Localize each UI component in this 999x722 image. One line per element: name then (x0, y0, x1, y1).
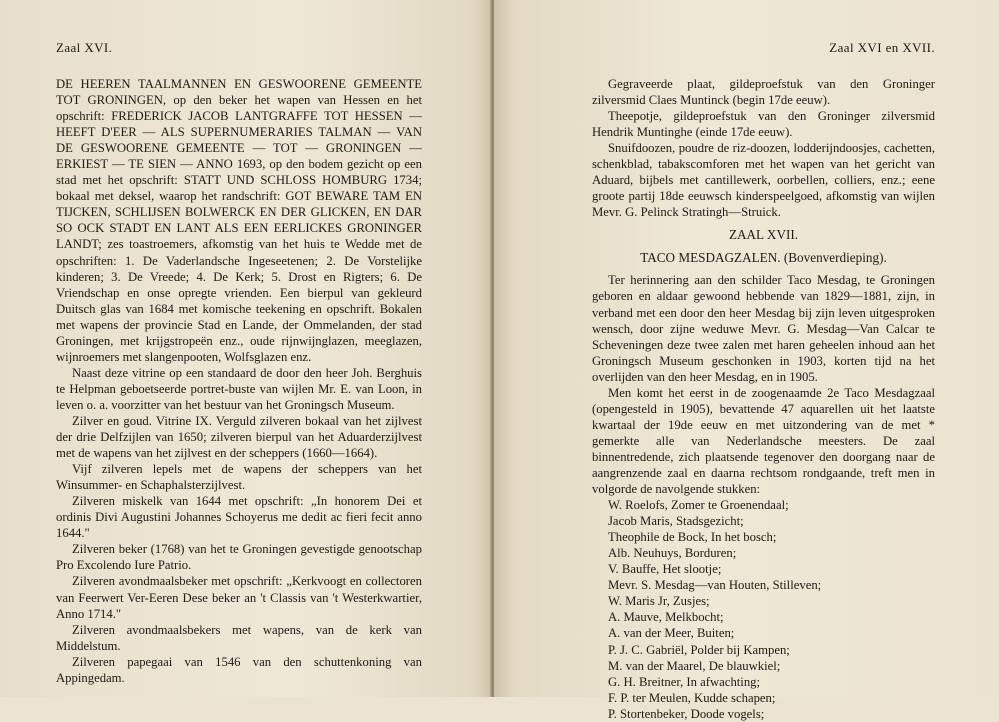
list-item: G. H. Breitner, In afwachting; (608, 674, 761, 689)
paragraph: Theepotje, gildeproefstuk van den Groninger zilversmid Hendrik Muntinghe (einde 17de eeuw). (592, 109, 935, 140)
paragraph: Naast deze vitrine op een standaard de door den heer Joh. Berghuis te Helpman geboetseerde portret-buste van wijlen Mr. E. van Loon, in leven o. a. voorzitter van het bestuur van het Groningsch Museum. (56, 365, 422, 412)
page-header-left: Zaal XVI. (56, 40, 113, 55)
list-item: A. Mauve, Melkbocht; (608, 610, 724, 625)
page-header-right: Zaal XVI en XVII. (829, 40, 935, 55)
list-item: Jacob Maris, Stadsgezicht; (608, 514, 744, 529)
list-item: P. J. C. Gabriël, Polder bij Kampen; (608, 642, 790, 657)
paragraph: Vijf zilveren lepels met de wapens der scheppers van het Winsummer- en Schaphalsterzijlvest. (56, 462, 422, 493)
section-title: ZAAL XVII. (728, 227, 799, 243)
list-item: V. Bauffe, Het slootje; (608, 562, 722, 577)
left-page (0, 0, 492, 697)
works-list (592, 497, 935, 722)
list-item: Theophile de Bock, In het bosch; (608, 530, 777, 545)
paragraph: Zilveren avondmaalsbeker met opschrift: „Kerkvoogt en collectoren van Feerwert Ver-Eeren Dese beker an 't Classis van 't Westerkwartier, Anno 1714." (56, 574, 422, 621)
list-item: P. Stortenbeker, Doode vogels; (608, 706, 765, 721)
right-page (494, 0, 999, 721)
section-subtitle: TACO MESDAGZALEN. (Bovenverdieping). (640, 250, 887, 266)
list-item: A. van der Meer, Buiten; (608, 626, 735, 641)
paragraph: DE HEEREN TAALMANNEN EN GESWOORENE GEMEENTE TOT GRONINGEN, op den beker het wapen van Hessen en het opschrift: FREDERICK JACOB LANTGRAFFE TOT HESSEN — HEEFT D'EER — ALS SUPERNUMERARIES TALMAN — VAN DE GESWOORENE GEMEENTE — TOT — GRONINGEN — ERKIEST — TE SIEN — ANNO 1693, op den bodem gezicht op een stad met het opschrift: STATT UND SCHLOSS HOMBURG 1734; bokaal met deksel, waarop het randschrift: GOT BEWARE TAM EN TIJCKEN, SCHLIJSEN BOLWERCK EN DER GLICKEN, EN DAR SO OCK STADT EN LANT ALS EEN EERLICKES GRONINGER LANDT; zes toastroemers, afkomstig van het huis te Wedde met de opschriften: 1. De Vaderlandsche Ingeseetenen; 2. De Vorstelijke kinderen; 3. De Vreede; 4. De Kerk; 5. Drost en Rigters; 6. De Vriendschap en onse opregte vrienden. Een bierpul van gekleurd Duitsch glas van 1684 met komische teekening en opschrift. Bokalen met wapens der provincie Stad en Lande, der Ommelanden, der stad Groningen, met krijgstropeën enz., oude rijnwijnglazen, meeglazen, wijnroemers met slangenpooten, Wolfsglazen enz. (56, 77, 422, 364)
paragraph: Zilveren papegaai van 1546 van den schuttenkoning van Appingedam. (56, 654, 422, 685)
list-item: W. Maris Jr, Zusjes; (608, 594, 710, 609)
paragraph: Zilveren miskelk van 1644 met opschrift: „In honorem Dei et ordinis Divi Augustini Johannes Schoyerus me dedit ac fieri fecit anno 1644." (56, 494, 422, 541)
list-item: M. van der Maarel, De blauwkiel; (608, 658, 781, 673)
paragraph: Snuifdoozen, poudre de riz-doozen, lodderijndoosjes, cachetten, schenkblad, tabakscomforen met het wapen van het gericht van Aduard, bijbels met cantillewerk, oorbellen, colliers, enz.; eene groote partij 18de eeuwsch kinderspeelgoed, afkomstig van wijlen Mevr. G. Pelinck Stratingh—Struick. (592, 141, 935, 220)
paragraph: Zilver en goud. Vitrine IX. Verguld zilveren bokaal van het zijlvest der drie Delfzijlen van 1650; zilveren bierpul van het Aduarderzijlvest met de wapens van het zijlvest en der scheppers (1660—1664). (56, 413, 422, 461)
list-item: Alb. Neuhuys, Borduren; (608, 546, 737, 561)
paragraph: Gegraveerde plaat, gildeproefstuk van den Groninger zilversmid Claes Muntinck (begin 17de eeuw). (592, 77, 935, 108)
paragraph: Zilveren avondmaalsbekers met wapens, van de kerk van Middelstum. (56, 622, 422, 653)
list-item: W. Roelofs, Zomer te Groenendaal; (608, 498, 789, 513)
paragraph: Zilveren beker (1768) van het te Groningen gevestigde genootschap Pro Excolendo Iure Patrio. (56, 542, 422, 573)
paragraph: Ter herinnering aan den schilder Taco Mesdag, te Groningen geboren en aldaar gewoond hebbende van 1829—1881, zijn, in verband met een door den heer Mesdag bij zijn leven uitgesproken wensch, door zijne weduwe Mevr. G. Mesdag—Van Calcar te Scheveningen deze twee zalen met haren geheelen inhoud aan het Groningsch Museum geschonken in 1903, korten tijd na het overlijden van den heer Mesdag, en in 1905. (592, 273, 935, 384)
list-item: F. P. ter Meulen, Kudde schapen; (608, 690, 776, 705)
list-item: Mevr. S. Mesdag—van Houten, Stilleven; (608, 578, 822, 593)
paragraph: Men komt het eerst in de zoogenaamde 2e Taco Mesdagzaal (opengesteld in 1905), bevattende 47 aquarellen uit het laatste kwartaal der 19de eeuw en met uitzondering van de met * gemerkte alle van Nederlandsche meesters. De zaal binnentredende, zich plaatsende tegenover den doorgang naar de aangrenzende zaal en daarna rechtsom rondgaande, treft men in volgorde de navolgende stukken: (592, 385, 935, 497)
